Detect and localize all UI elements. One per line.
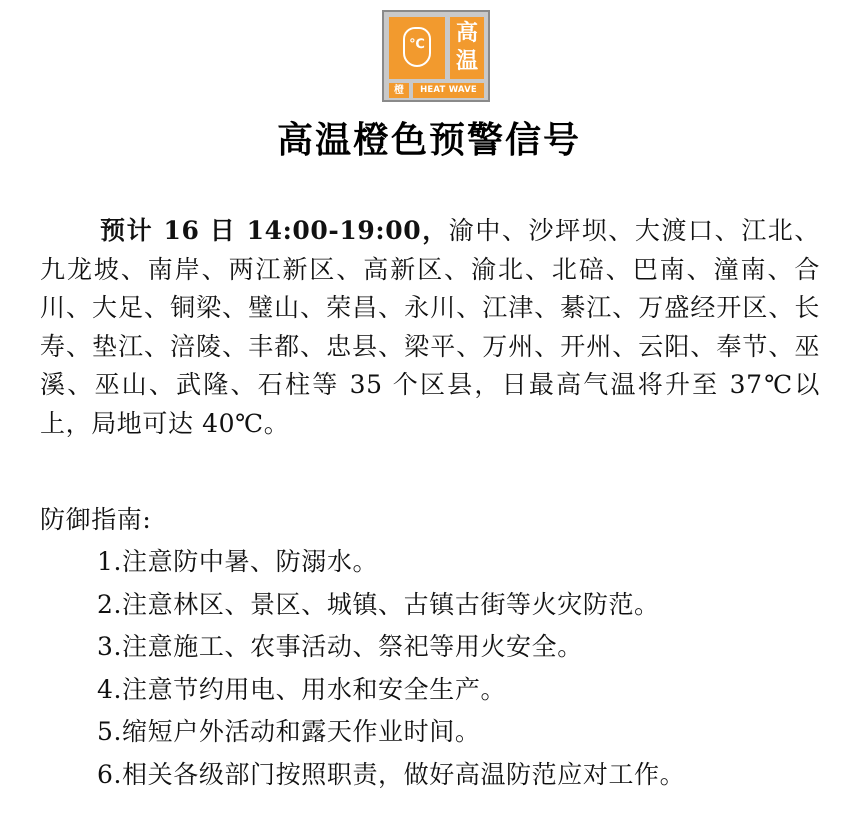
forecast-body: 渝中、沙坪坝、大渡口、江北、九龙坡、南岸、两江新区、高新区、渝北、北碚、巴南、潼南、合川、大足、铜梁、璧山、荣昌、永川、江津、綦江、万盛经开区、长寿、垫江、涪陵、丰都、忠县、梁平、万州、开州、云阳、奉节、巫溪、巫山、武隆、石柱等 35 个区县，日最高气温将升至 37℃以上，局地可达 40℃。 <box>40 216 820 438</box>
guide-item: 2.注意林区、景区、城镇、古镇古街等火灾防范。 <box>97 589 660 619</box>
forecast-paragraph <box>40 212 820 443</box>
icon-char-bottom: 温 <box>455 49 478 74</box>
guide-list <box>97 541 685 796</box>
icon-heatwave-label: HEAT WAVE <box>413 83 484 98</box>
guide-item: 3.注意施工、农事活动、祭祀等用火安全。 <box>97 632 583 661</box>
guide-item: 6.相关各级部门按照职责，做好高温防范应对工作。 <box>97 759 686 789</box>
heat-wave-warning-icon <box>382 10 490 102</box>
icon-char-top: 高 <box>455 21 478 46</box>
forecast-lead: 预计 16 日 14:00-19:00， <box>100 216 449 245</box>
page-title: 高温橙色预警信号 <box>276 120 581 161</box>
guide-item: 4.注意节约用电、用水和安全生产。 <box>97 674 507 704</box>
guide-heading: 防御指南: <box>40 505 152 534</box>
guide-item: 5.缩短户外活动和露天作业时间。 <box>97 717 481 746</box>
guide-item: 1.注意防中暑、防溺水。 <box>97 547 379 576</box>
icon-chars <box>450 17 484 79</box>
celsius-symbol: ℃ <box>409 37 425 52</box>
thermometer-icon <box>389 17 445 79</box>
icon-level-char: 橙 <box>389 83 409 98</box>
